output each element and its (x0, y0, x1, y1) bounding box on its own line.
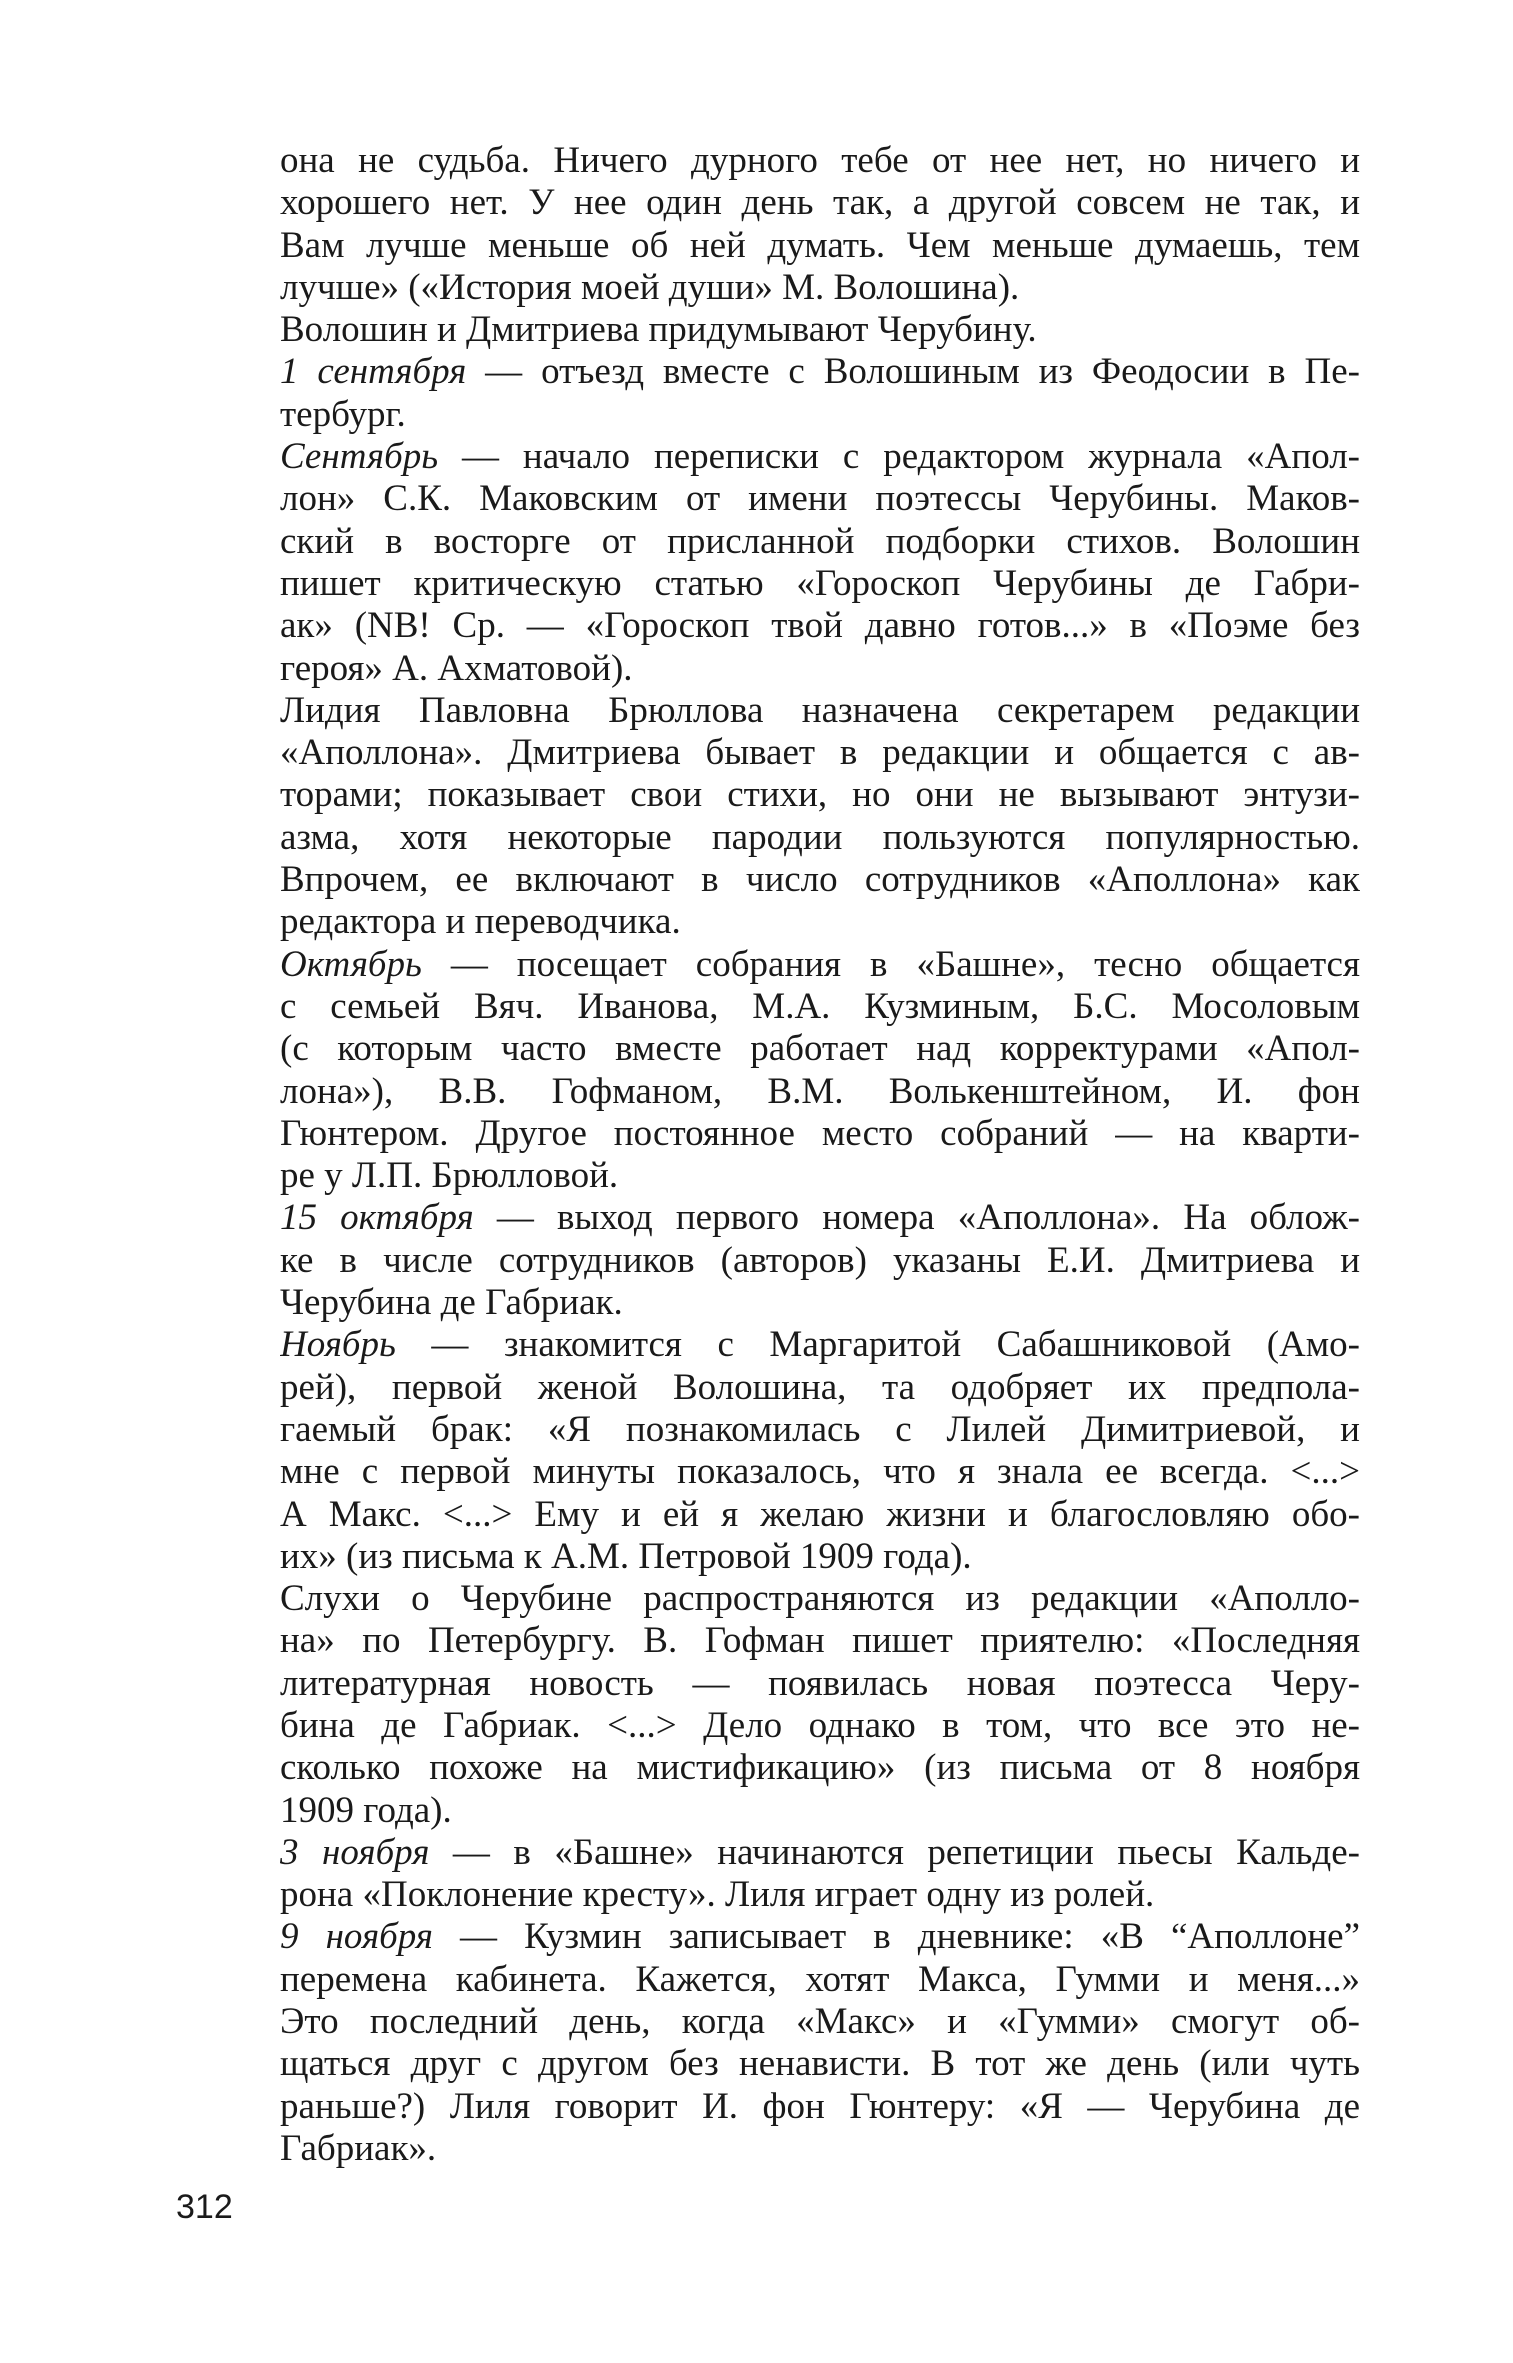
text-line (280, 1620, 1360, 1662)
body-text (280, 140, 1360, 2170)
text-line (280, 2128, 1360, 2170)
date-italic: Октябрь (280, 943, 422, 985)
text-line (280, 1663, 1360, 1705)
text-line (280, 1578, 1360, 1620)
line-text: пишет критическую статью «Гороскоп Черубины де Габри- (280, 562, 1360, 604)
line-text: ский в восторге от присланной подборки стихов. Волошин (280, 520, 1360, 562)
text-line (280, 774, 1360, 816)
text-line (280, 1367, 1360, 1409)
text-line (280, 1071, 1360, 1113)
text-line (280, 1874, 1360, 1916)
line-text: — Кузмин записывает в дневнике: «В “Аполлоне” (432, 1916, 1360, 1958)
line-text: — начало переписки с редактором журнала «Апол- (438, 436, 1360, 478)
line-text: раньше?) Лиля говорит И. фон Гюнтеру: «Я — Черубина де (280, 2085, 1360, 2127)
line-text: 1909 года). (280, 1789, 452, 1831)
text-line (280, 394, 1360, 436)
line-text: — посещает собрания в «Башне», тесно общается (421, 943, 1360, 985)
line-text: азма, хотя некоторые пародии пользуются популярностью. (280, 816, 1360, 858)
line-text: лучше» («История моей души» М. Волошина). (280, 266, 1020, 308)
line-text: с семьей Вяч. Иванова, М.А. Кузминым, Б.С. Мосоловым (280, 985, 1360, 1027)
line-text: редактора и переводчика. (280, 901, 681, 943)
text-line (280, 1197, 1360, 1239)
line-text: мне с первой минуты показалось, что я знала ее всегда. <...> (280, 1451, 1360, 1493)
text-line (280, 1494, 1360, 1536)
text-line (280, 1028, 1360, 1070)
line-text: хорошего нет. У нее один день так, а другой совсем не так, и (280, 182, 1360, 224)
date-italic: 9 ноября (280, 1916, 433, 1958)
text-line (280, 351, 1360, 393)
line-text: сколько похоже на мистификацию» (из письма от 8 ноября (280, 1747, 1360, 1789)
line-text: героя» А. Ахматовой). (280, 647, 633, 689)
text-line (280, 1240, 1360, 1282)
text-line (280, 1113, 1360, 1155)
text-line (280, 478, 1360, 520)
line-text: Слухи о Черубине распространяются из редакции «Аполло- (280, 1578, 1360, 1620)
line-text: ак» (NB! Ср. — «Гороскоп твой давно готов...» в «Поэме без (280, 605, 1360, 647)
text-line (280, 605, 1360, 647)
text-line (280, 648, 1360, 690)
line-text: — отъезд вместе с Волошиным из Феодосии в Пе- (466, 351, 1360, 393)
text-line (280, 1959, 1360, 2001)
line-text: — выход первого номера «Аполлона». На облож- (473, 1197, 1360, 1239)
text-line (280, 267, 1360, 309)
text-line (280, 1916, 1360, 1958)
text-line (280, 1155, 1360, 1197)
text-line (280, 901, 1360, 943)
line-text: Волошин и Дмитриева придумывают Черубину. (280, 309, 1037, 351)
text-line (280, 1747, 1360, 1789)
line-text: бина де Габриак. <...> Дело однако в том, что все это не- (280, 1704, 1360, 1746)
text-line (280, 1790, 1360, 1832)
text-line (280, 690, 1360, 732)
text-line (280, 2001, 1360, 2043)
line-text: А Макс. <...> Ему и ей я желаю жизни и благословляю обо- (280, 1493, 1360, 1535)
line-text: рей), первой женой Волошина, та одобряет их предпола- (280, 1366, 1360, 1408)
date-italic: Сентябрь (280, 436, 439, 478)
date-italic: 1 сентября (280, 351, 467, 393)
line-text: Черубина де Габриак. (280, 1282, 623, 1324)
line-text: на» по Петербургу. В. Гофман пишет приятелю: «Последняя (280, 1620, 1360, 1662)
page-number: 312 (176, 2188, 233, 2226)
line-text: лона»), В.В. Гофманом, В.М. Волькенштейном, И. фон (280, 1070, 1360, 1112)
line-text: она не судьба. Ничего дурного тебе от нее нет, но ничего и (280, 140, 1360, 181)
text-line (280, 1705, 1360, 1747)
line-text: (с которым часто вместе работает над корректурами «Апол- (280, 1028, 1360, 1070)
text-line (280, 732, 1360, 774)
line-text: рона «Поклонение кресту». Лиля играет одну из ролей. (280, 1874, 1155, 1916)
text-line (280, 1409, 1360, 1451)
text-line (280, 817, 1360, 859)
line-text: — в «Башне» начинаются репетиции пьесы Кальде- (429, 1831, 1360, 1873)
text-line (280, 986, 1360, 1028)
line-text: Впрочем, ее включают в число сотрудников «Аполлона» как (280, 859, 1360, 901)
line-text: гаемый брак: «Я познакомилась с Лилей Димитриевой, и (280, 1408, 1360, 1450)
line-text: щаться друг с другом без ненависти. В тот же день (или чуть (280, 2043, 1360, 2085)
date-italic: Ноябрь (280, 1324, 396, 1366)
text-line (280, 436, 1360, 478)
text-line (280, 1832, 1360, 1874)
text-line (280, 140, 1360, 182)
line-text: ре у Л.П. Брюлловой. (280, 1155, 619, 1197)
text-line (280, 309, 1360, 351)
date-italic: 3 ноября (280, 1831, 430, 1873)
line-text: тербург. (280, 393, 406, 435)
text-line (280, 859, 1360, 901)
text-line (280, 1324, 1360, 1366)
line-text: ке в числе сотрудников (авторов) указаны Е.И. Дмитриева и (280, 1239, 1360, 1281)
line-text: Лидия Павловна Брюллова назначена секретарем редакции (280, 689, 1360, 731)
line-text: торами; показывает свои стихи, но они не вызывают энтузи- (280, 774, 1360, 816)
text-line (280, 182, 1360, 224)
line-text: — знакомится с Маргаритой Сабашниковой (Амо- (395, 1324, 1360, 1366)
line-text: перемена кабинета. Кажется, хотят Макса, Гумми и меня...» (280, 1958, 1360, 2000)
text-line (280, 944, 1360, 986)
line-text: их» (из письма к А.М. Петровой 1909 года). (280, 1535, 972, 1577)
line-text: Это последний день, когда «Макс» и «Гумми» смогут об- (280, 2001, 1360, 2043)
text-line (280, 1536, 1360, 1578)
text-line (280, 563, 1360, 605)
line-text: Габриак». (280, 2127, 437, 2169)
line-text: лон» С.К. Маковским от имени поэтессы Черубины. Маков- (280, 478, 1360, 520)
line-text: «Аполлона». Дмитриева бывает в редакции и общается с ав- (280, 732, 1360, 774)
text-line (280, 1282, 1360, 1324)
date-italic: 15 октября (280, 1197, 474, 1239)
text-line (280, 2043, 1360, 2085)
text-line (280, 225, 1360, 267)
text-line (280, 2086, 1360, 2128)
text-line (280, 1451, 1360, 1493)
text-line (280, 521, 1360, 563)
line-text: Вам лучше меньше об ней думать. Чем меньше думаешь, тем (280, 224, 1360, 266)
line-text: Гюнтером. Другое постоянное место собраний — на кварти- (280, 1112, 1360, 1154)
line-text: литературная новость — появилась новая поэтесса Черу- (280, 1662, 1360, 1704)
